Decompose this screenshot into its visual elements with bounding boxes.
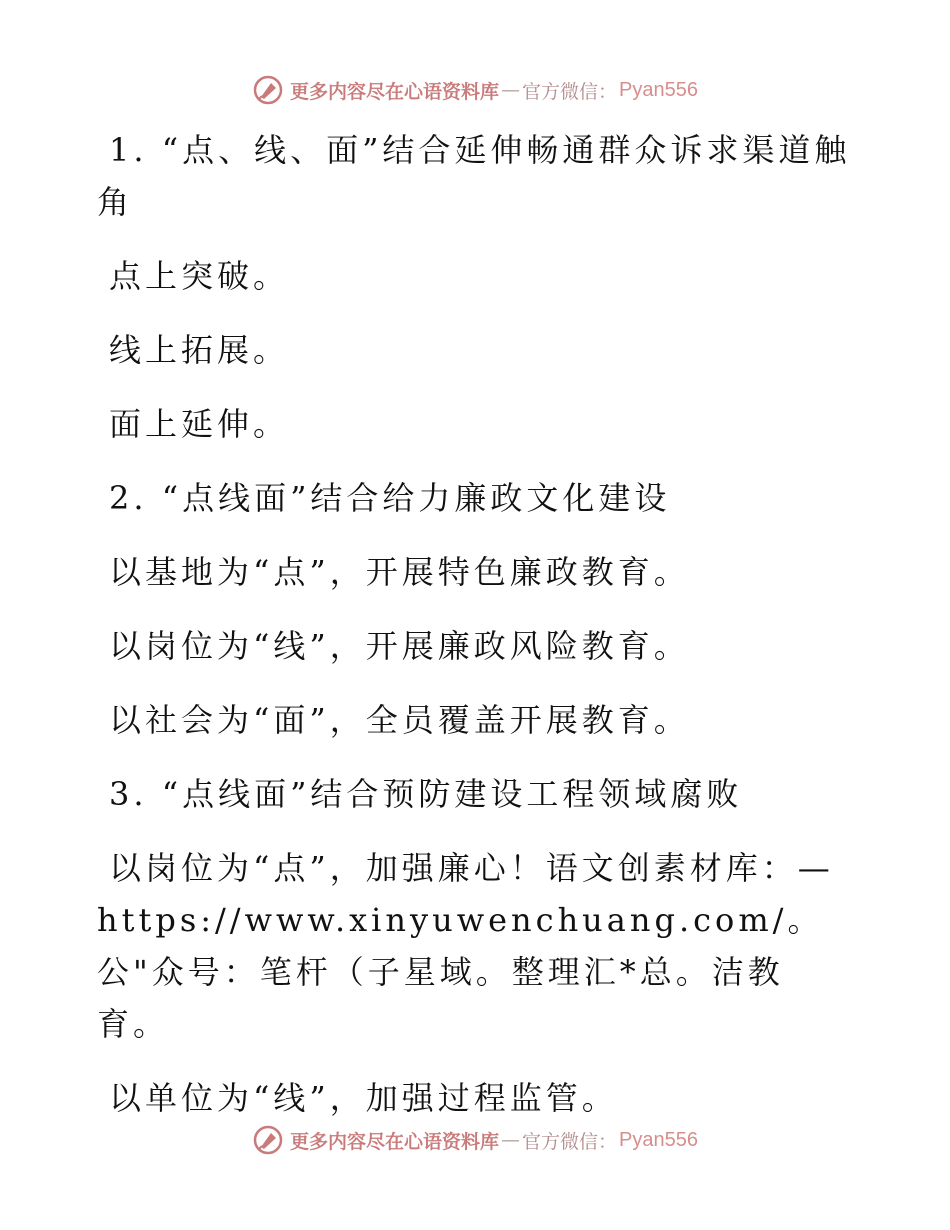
header-banner	[0, 70, 950, 110]
footer-separator: —	[501, 1129, 521, 1151]
paragraph: 面上延伸。	[109, 405, 290, 443]
paragraph: 以单位为“线”，加强过程监管。	[109, 1079, 618, 1117]
pen-nib-logo-icon	[252, 1124, 284, 1156]
heading-1: 1. “点、线、面”结合延伸畅通群众诉求渠道触角	[97, 131, 851, 221]
footer-wechat-id: Pyan556	[619, 1128, 698, 1151]
header-wechat-label: 官方微信：	[522, 80, 618, 103]
paragraph: 以社会为“面”，全员覆盖开展教育。	[109, 701, 690, 739]
heading-3: 3. “点线面”结合预防建设工程领域腐败	[109, 775, 743, 813]
footer-site-name: 更多内容尽在心语资料库	[290, 1130, 500, 1153]
document-body	[97, 124, 853, 1146]
heading-2: 2. “点线面”结合给力廉政文化建设	[109, 479, 671, 517]
header-wechat-id: Pyan556	[619, 78, 698, 101]
header-separator: —	[501, 79, 521, 101]
pen-nib-logo-icon	[252, 74, 284, 106]
paragraph: 以基地为“点”，开展特色廉政教育。	[109, 553, 690, 591]
footer-banner	[0, 1120, 950, 1160]
paragraph: 以岗位为“点”，加强廉心！语文创素材库：—https://www.xinyuwenchuang.com/。公"众号：笔杆（子星域。整理汇*总。洁教育。	[97, 849, 834, 1043]
footer-wechat-label: 官方微信：	[522, 1130, 618, 1153]
paragraph: 点上突破。	[109, 257, 290, 295]
paragraph: 线上拓展。	[109, 331, 290, 369]
header-banner-text	[290, 77, 698, 104]
paragraph: 以岗位为“线”，开展廉政风险教育。	[109, 627, 690, 665]
header-site-name: 更多内容尽在心语资料库	[290, 80, 500, 103]
footer-banner-text	[290, 1127, 698, 1154]
